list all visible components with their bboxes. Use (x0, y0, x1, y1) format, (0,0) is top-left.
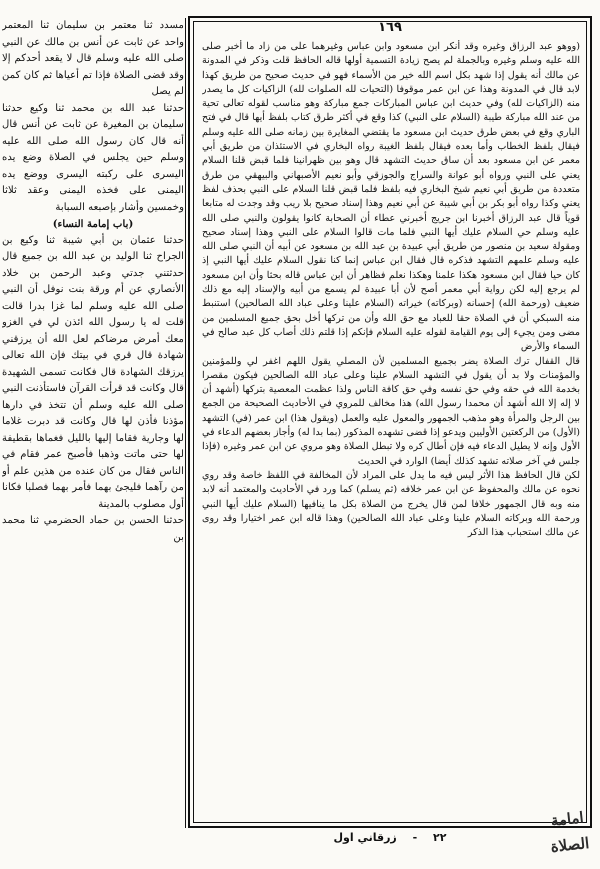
commentary-paragraph: قال القفال ترك الصلاة يضر بجميع المسلمين لأن المصلي يقول اللهم اغفر لي وللمؤمنين والمؤمنات ولا بد أن يقول في التشهد السلام علينا وعلى عباد الله الصالحين فيكون مقصرا بخدمة الله في حقه وفي حق نفسه وفي حق كافة الناس ولذا عظمت المعصية بتركها (أشهد أن لا إله إلا الله أشهد أن محمدا رسول الله) هذا مخالف للمروي في الأحاديث الصحيحة من الجمع بين الرجل والمرأة وهو مذهب الجمهور والمعول عليه والعمل (ويقول هذا) ابن عمر (في) التشهد (الأول) من الركعتين الأوليين ويدعو إذا قضى تشهده المذكور (بما بدا له) وأجاز بعضهم الدعاء في الأول وإنه لا يطيل الدعاء فيه فإن أطال كره ولا تبطل الصلاة وهو مروي عن ابن عمر وغيره (فإذا جلس في آخر صلاته تشهد كذلك أيضا) الوارد في الحديث (202, 355, 580, 467)
footer-dash: - (412, 831, 418, 844)
hadith-column (2, 18, 184, 836)
commentary-frame (188, 16, 592, 828)
hadith-paragraph: حدثنا الحسن بن حماد الحضرمي ثنا محمد بن (2, 515, 184, 543)
column-divider (185, 18, 186, 828)
commentary-text (202, 40, 580, 816)
margin-note-line: امامة (549, 808, 585, 830)
footer-signature-title: زرقاني اول (333, 831, 397, 844)
hadith-paragraph: حدثنا عبد الله بن محمد ثنا وكيع حدثنا سليمان بن المغيرة عن ثابت عن أنس قال أنه قال كان رسول الله صلى الله عليه وسلم حين يجلس في الصلاة وضع يده اليسرى على ركبته اليسرى ووضع يده اليمنى على فخذه اليمنى وعقد ثلاثا وخمسين وأشار بإصبعه السبابة (2, 102, 184, 213)
chapter-heading: (باب إمامة النساء) (52, 218, 134, 230)
commentary-paragraph: (ووهو عبد الرزاق وغيره وقد أنكر ابن مسعود وابن عباس وغيرهما على من زاد ما أخبر صلى الله عليه وسلم وغيره وبالجملة لم يصح زيادة التسمية أولها قاله الحافظ قلت وذكر في المدونة عن مالك أنه يقول إذا شهد بكل اسم الله خير من الأسماء فهو في حديث صحيح من طريق كهذا لابد قال في المدونة وهذا عن ابن عمر موقوفا (التحيات لله الصلوات لله) الزاكيات كل ما يصدر منه (الزاكيات لله) وفي حديث ابن عباس المباركات جمع مباركة وهو مناسب لقوله تعالى تحية من عند الله مباركة طيبة (السلام على النبي) كذا وقع في أكثر طرق كتاب بلفظ أيها قال في فتح الباري وقع في بعض طرق حديث ابن مسعود ما يقتضي المغايرة بين زمانه صلى الله عليه وسلم فيقال بلفظ الخطاب وأما بعده فيقال بلفظ الغيبة رواه البخاري في الاستئذان من طريق أبي معمر عن ابن مسعود بعد أن ساق حديث التشهد قال وهو بين ظهرانينا فلما قبض قلنا السلام يعني على النبي ورواه أبو عوانة والسراج والجوزقي وأبو نعيم الأصبهاني والبيهقي من طرق متعددة من طريق أبي نعيم شيخ البخاري فيه بلفظ فلما قبض قلنا السلام على النبي بحذف لفظ يعني وكذا رواه أبو بكر بن أبي شيبة عن أبي نعيم وهذا إسناد صحيح بلا ريب وقد وجدت له متابعا قوياً قال عبد الرزاق أخبرنا ابن جريج أخبرني عطاء أن الصحابة كانوا يقولون والنبي صلى الله عليه وسلم حي السلام عليك أيها النبي فلما مات قالوا السلام على النبي وهذا إسناد صحيح ومقولة سعيد بن منصور من طريق أبي عبيدة بن عبد الله بن مسعود عن أبيه أن النبي صلى الله عليه وسلم علمهم التشهد فذكره قال فقال ابن عباس إنما كنا نقول السلام عليك أيها النبي إذ كان حيا فقال ابن مسعود هكذا علمنا وهكذا نعلم فظاهر أن ابن عباس قاله بحثا وأن ابن مسعود لم يرجع إليه لكن رواية أبي معمر أصح لأن أبا عبيدة لم يسمع من أبيه والإسناد إليه مع ذلك ضعيف (ورحمة الله) إحسانه (وبركاته) خيراته (السلام علينا وعلى عباد الله الصالحين) استنبط منه السبكي أن في الصلاة حقا للعباد مع حق الله وأن من تركها أخل بحق جميع المسلمين من مضى ومن يجيء إلى يوم القيامة لقوله عليه السلام فإنكم إذا قلتم ذلك أصاب كل عبد صالح في السماء والأرض (202, 41, 580, 353)
page-number: ١٦٩ (378, 20, 402, 35)
page-footer (188, 831, 592, 844)
hadith-paragraph: مسدد ثنا معتمر بن سليمان ثنا المعتمر واحد عن ثابت عن أنس بن مالك عن النبي صلى الله عليه وسلم قال لا يقعد أحدكم إلا وقد قضى الصلاة فإذا تم أعياها ثم كان كمن لم يصل (2, 20, 184, 97)
hadith-paragraph: حدثنا عثمان بن أبي شيبة ثنا وكيع بن الجراح ثنا الوليد بن عبد الله بن جميع قال حدثتني جدتي وعبد الرحمن بن خلاد الأنصاري عن أم ورقة بنت نوفل أن النبي صلى الله عليه وسلم لما غزا بدرا قالت قلت له يا رسول الله ائذن لي في الغزو معك أمرض مرضاكم لعل الله أن يرزقني شهادة قال قري في بيتك فإن الله تعالى يرزقك الشهادة قال فكانت تسمى الشهيدة قال وكانت قد قرأت القرآن فاستأذنت النبي صلى الله عليه وسلم أن تتخذ في دارها مؤذنا فأذن لها قال وكانت قد دبرت غلاما لها وجارية فقاما إليها بالليل فغماها بقطيفة لها حتى ماتت وذهبا فأصبح عمر فقام في الناس فقال من كان عنده من هذين علم أو من رآهما فليجئ بهما فأمر بهما فصلبا فكانا أول مصلوب بالمدينة (2, 234, 184, 510)
margin-note-line: الصلاة (549, 833, 591, 856)
footer-signature-number: ٢٢ (433, 831, 447, 844)
commentary-paragraph: لكن قال الحافظ هذا الأثر ليس فيه ما يدل على المراد لأن المخالفة في اللفظ خاصة وقد روي نحوه عن مالك والمحفوظ عن ابن عمر خلافه (ثم يسلم) كما ورد في الأحاديث والمعتمد أنه لابد منه وبه قال الجمهور خلافا لمن قال يخرج من الصلاة بكل ما ينافيها (السلام عليك أيها النبي ورحمة الله وبركاته السلام علينا وعلى عباد الله الصالحين) وهذا قاله ابن عمر اختيارا وقد روى عن مالك استحباب هذا الذكر (202, 469, 580, 539)
